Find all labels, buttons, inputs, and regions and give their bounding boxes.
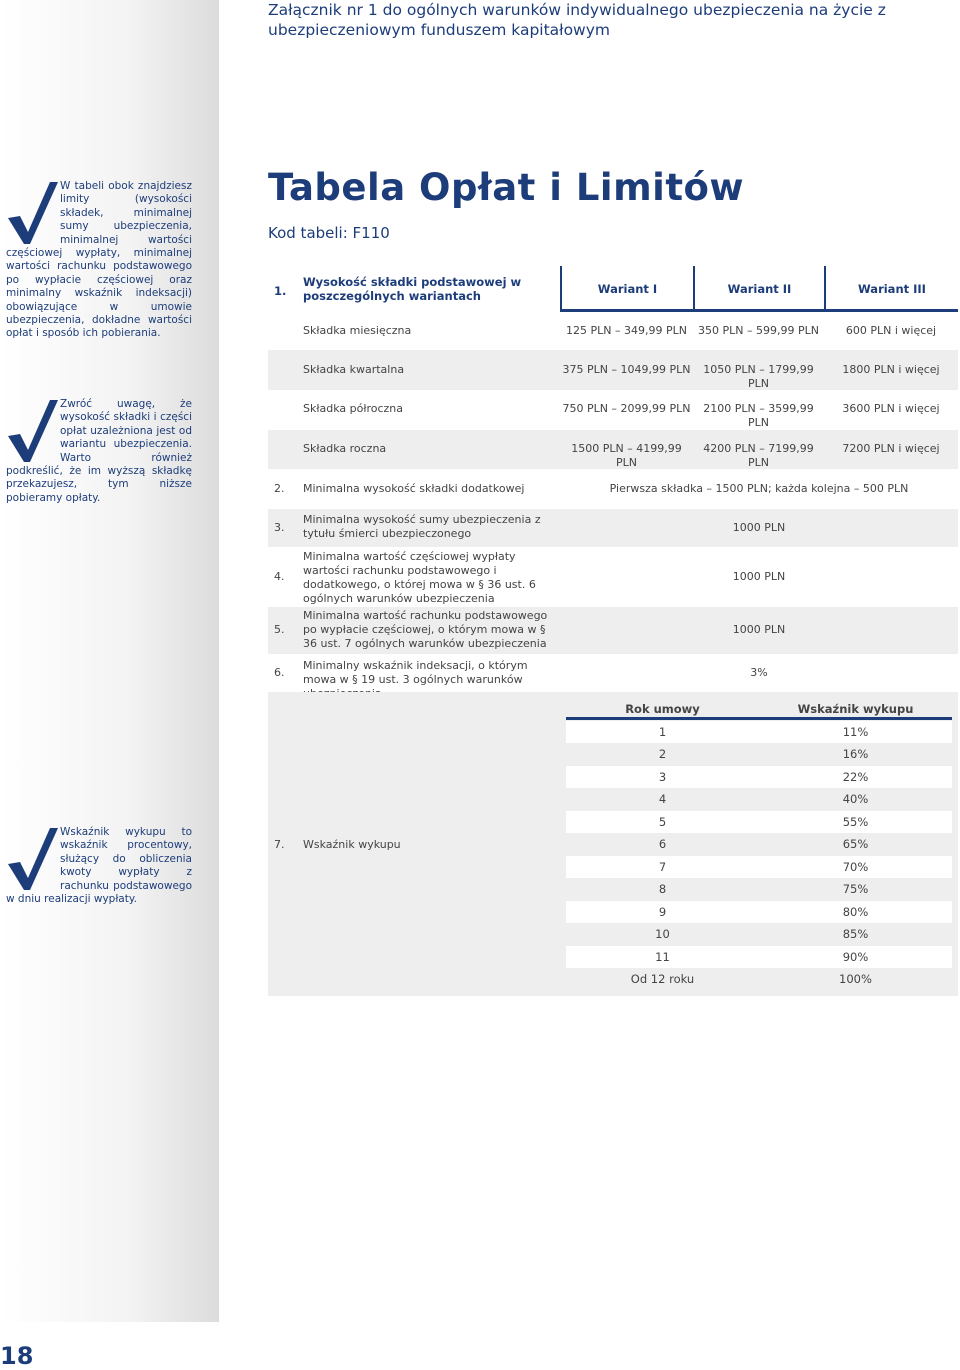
- table-row: 5. Minimalna wartość rachunku podstawowego po wypłacie częściowej, o którym mowa w § 36 ust. 7 ogólnych warunków ubezpieczenia 1000 PLN: [268, 607, 958, 654]
- page-title: Tabela Opłat i Limitów: [268, 166, 745, 209]
- note-text: Wskaźnik wykupu to wskaźnik procentowy, służący do obliczenia kwoty wypłaty z rachunku podstawowego w dniu realizacji wypłaty.: [6, 826, 192, 906]
- table-row: Składka miesięczna 125 PLN – 349,99 PLN 350 PLN – 599,99 PLN 600 PLN i więcej: [303, 324, 937, 337]
- surrender-section: 7. Wskaźnik wykupu: [268, 692, 958, 996]
- checkmark-icon: [6, 398, 58, 464]
- note-text: Zwróć uwagę, że wysokość składki i części opłat uzależniona jest od wariantu ubezpieczenia. Warto również podkreślić, że im wyższą składkę przekazujesz, tym niższe pobieramy opłaty.: [6, 398, 192, 504]
- surrender-row: 6 65%: [658, 837, 869, 851]
- variant-2-header: Wariant II: [727, 282, 792, 296]
- table-code: Kod tabeli: F110: [268, 224, 390, 242]
- note-premium: [6, 398, 192, 505]
- table-row: 4. Minimalna wartość częściowej wypłaty wartości rachunku podstawowego i dodatkowego, o której mowa w § 36 ust. 6 ogólnych warunków ubezpieczenia 1000 PLN: [274, 550, 786, 605]
- surrender-row: 9 80%: [566, 901, 952, 923]
- surrender-row: 4 40%: [658, 792, 869, 806]
- variant-1-header: Wariant I: [597, 282, 658, 296]
- table-row: 3. Minimalna wysokość sumy ubezpieczenia z tytułu śmierci ubezpieczonego 1000 PLN: [268, 509, 958, 547]
- table-row: Składka roczna 1500 PLN – 4199,99 PLN 4200 PLN – 7199,99 PLN 7200 PLN i więcej: [268, 430, 958, 469]
- surrender-row: 3 22%: [566, 766, 952, 788]
- checkmark-icon: [6, 826, 58, 892]
- col-ratio-header: Wskaźnik wykupu: [797, 702, 914, 716]
- col-year-header: Rok umowy: [625, 702, 700, 716]
- table-row: 6. Minimalny wskaźnik indeksacji, o którym mowa w § 19 ust. 3 ogólnych warunków 3%: [274, 659, 768, 686]
- table-row: Składka półroczna 750 PLN – 2099,99 PLN 2100 PLN – 3599,99 PLN 3600 PLN i więcej: [303, 402, 940, 429]
- note-surrender: [6, 826, 192, 906]
- surrender-row: 1 11%: [566, 721, 952, 743]
- variant-3-header: Wariant III: [858, 282, 926, 296]
- surrender-table-header: [566, 700, 952, 718]
- table-row: Składka kwartalna 375 PLN – 1049,99 PLN 1050 PLN – 1799,99 PLN 1800 PLN i więcej: [268, 350, 958, 390]
- surrender-row: 10 85%: [655, 927, 869, 941]
- surrender-row: 11 90%: [566, 946, 952, 968]
- table-row: 2. Minimalna wysokość składki dodatkowej Pierwsza składka – 1500 PLN; każda kolejna – 500 PLN: [274, 482, 909, 495]
- surrender-row: 7 70%: [566, 856, 952, 878]
- note-limits: [6, 180, 192, 341]
- section1-label: Wysokość składki podstawowej w poszczególnych wariantach: [303, 275, 522, 303]
- page-number: 18: [0, 1342, 34, 1370]
- surrender-row: Od 12 roku 100%: [630, 972, 872, 986]
- document-header: Załącznik nr 1 do ogólnych warunków indywidualnego ubezpieczenia na życie z ubezpieczeniowym funduszem kapitałowym: [268, 1, 886, 39]
- surrender-row: 8 75%: [658, 882, 869, 896]
- surrender-row: 2 16%: [658, 747, 869, 761]
- section1-header: 1. Wysokość składki podstawowej w poszczególnych wariantach Wariant I Wariant II Wariant III: [268, 266, 958, 310]
- checkmark-icon: [6, 180, 58, 246]
- note-text: W tabeli obok znajdziesz limity (wysokości składek, minimalnej sumy ubezpieczenia, minimalnej wartości częściowej wypłaty, minimalnej wartości rachunku podstawowego po wypłacie częściowej oraz minimalny wskaźnik indeksacji) obowiązujące w umowie ubezpieczenia, dokładne wartości opłat i sposób ich pobierania.: [6, 180, 192, 340]
- surrender-row: 5 55%: [566, 811, 952, 833]
